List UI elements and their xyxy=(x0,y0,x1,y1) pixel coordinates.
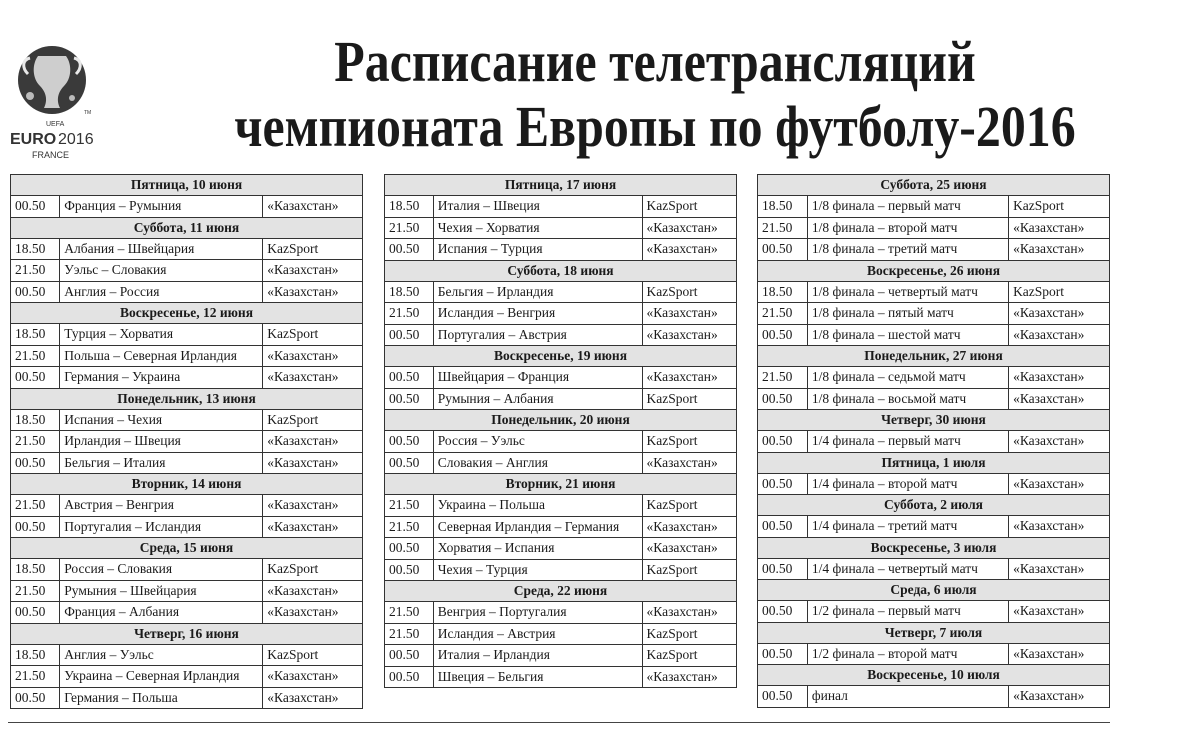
match-row xyxy=(385,431,737,453)
match-time: 18.50 xyxy=(385,281,434,303)
match-time: 00.50 xyxy=(758,601,808,623)
day-header: Понедельник, 20 июня xyxy=(385,410,737,431)
match-row xyxy=(758,558,1110,580)
match-row xyxy=(758,367,1110,389)
day-header: Среда, 15 июня xyxy=(11,538,363,559)
match-time: 00.50 xyxy=(385,388,434,410)
day-header: Вторник, 21 июня xyxy=(385,474,737,495)
match-time: 00.50 xyxy=(758,239,808,261)
match-time: 00.50 xyxy=(385,645,434,667)
match-channel: KazSport xyxy=(642,623,737,645)
svg-text:EURO: EURO xyxy=(10,131,57,148)
match-time: 21.50 xyxy=(385,217,434,239)
match-row xyxy=(11,452,363,474)
match-channel: «Казахстан» xyxy=(642,367,737,389)
match-row xyxy=(758,601,1110,623)
day-header: Суббота, 11 июня xyxy=(11,217,363,238)
match-channel: «Казахстан» xyxy=(263,281,363,303)
match-teams: Украина – Польша xyxy=(433,495,642,517)
match-row xyxy=(385,281,737,303)
day-header-row xyxy=(11,623,363,644)
match-teams: Германия – Украина xyxy=(60,367,263,389)
match-teams: Украина – Северная Ирландия xyxy=(60,666,263,688)
match-time: 00.50 xyxy=(11,281,60,303)
match-teams: 1/2 финала – первый матч xyxy=(807,601,1008,623)
day-header-row xyxy=(758,495,1110,516)
match-teams: Словакия – Англия xyxy=(433,452,642,474)
match-time: 00.50 xyxy=(758,558,808,580)
match-time: 00.50 xyxy=(385,452,434,474)
match-row xyxy=(758,324,1110,346)
match-channel: KazSport xyxy=(1009,196,1110,218)
match-teams: 1/4 финала – второй матч xyxy=(807,473,1008,495)
match-time: 21.50 xyxy=(11,580,60,602)
match-row xyxy=(385,217,737,239)
match-time: 18.50 xyxy=(758,196,808,218)
match-channel: «Казахстан» xyxy=(1009,516,1110,538)
match-teams: 1/8 финала – шестой матч xyxy=(807,324,1008,346)
match-teams: Исландия – Венгрия xyxy=(433,303,642,325)
match-teams: Германия – Польша xyxy=(60,687,263,709)
match-row xyxy=(385,516,737,538)
match-time: 21.50 xyxy=(11,666,60,688)
match-time: 00.50 xyxy=(385,431,434,453)
day-header-row xyxy=(385,474,737,495)
match-channel: KazSport xyxy=(642,645,737,667)
match-time: 00.50 xyxy=(385,559,434,581)
svg-text:TM: TM xyxy=(84,110,92,116)
match-channel: KazSport xyxy=(642,495,737,517)
match-channel: KazSport xyxy=(642,196,737,218)
match-channel: «Казахстан» xyxy=(642,538,737,560)
euro-2016-logo xyxy=(8,34,108,162)
match-row xyxy=(758,643,1110,665)
match-channel: «Казахстан» xyxy=(1009,217,1110,239)
day-header: Среда, 6 июля xyxy=(758,580,1110,601)
match-channel: «Казахстан» xyxy=(1009,686,1110,708)
match-channel: KazSport xyxy=(263,238,363,260)
match-row xyxy=(11,431,363,453)
match-channel: «Казахстан» xyxy=(642,217,737,239)
match-channel: KazSport xyxy=(263,559,363,581)
match-channel: «Казахстан» xyxy=(1009,239,1110,261)
match-time: 00.50 xyxy=(11,367,60,389)
match-time: 00.50 xyxy=(758,324,808,346)
match-row xyxy=(11,238,363,260)
match-channel: «Казахстан» xyxy=(263,666,363,688)
match-time: 00.50 xyxy=(385,367,434,389)
match-row xyxy=(758,473,1110,495)
match-row xyxy=(11,602,363,624)
day-header-row xyxy=(758,175,1110,196)
match-time: 00.50 xyxy=(385,538,434,560)
match-channel: «Казахстан» xyxy=(642,303,737,325)
match-channel: KazSport xyxy=(263,324,363,346)
match-row xyxy=(11,196,363,218)
match-row xyxy=(11,516,363,538)
match-channel: «Казахстан» xyxy=(263,196,363,218)
match-teams: Франция – Албания xyxy=(60,602,263,624)
match-time: 00.50 xyxy=(11,602,60,624)
schedule-column-3 xyxy=(757,174,1110,708)
match-teams: Англия – Россия xyxy=(60,281,263,303)
match-teams: Северная Ирландия – Германия xyxy=(433,516,642,538)
match-time: 18.50 xyxy=(11,409,60,431)
match-teams: Румыния – Албания xyxy=(433,388,642,410)
match-teams: 1/8 финала – третий матч xyxy=(807,239,1008,261)
match-time: 00.50 xyxy=(758,686,808,708)
match-time: 21.50 xyxy=(385,303,434,325)
match-row xyxy=(758,196,1110,218)
match-teams: 1/4 финала – первый матч xyxy=(807,431,1008,453)
match-teams: Польша – Северная Ирландия xyxy=(60,345,263,367)
day-header-row xyxy=(385,260,737,281)
match-channel: «Казахстан» xyxy=(1009,388,1110,410)
match-row xyxy=(758,217,1110,239)
match-time: 18.50 xyxy=(11,238,60,260)
match-time: 00.50 xyxy=(758,643,808,665)
match-channel: «Казахстан» xyxy=(642,516,737,538)
match-channel: «Казахстан» xyxy=(642,452,737,474)
match-row xyxy=(385,623,737,645)
match-row xyxy=(11,495,363,517)
day-header: Воскресенье, 10 июля xyxy=(758,665,1110,686)
match-time: 18.50 xyxy=(11,644,60,666)
day-header-row xyxy=(758,537,1110,558)
match-channel: «Казахстан» xyxy=(1009,558,1110,580)
match-time: 21.50 xyxy=(385,602,434,624)
match-teams: 1/8 финала – первый матч xyxy=(807,196,1008,218)
match-time: 21.50 xyxy=(758,303,808,325)
day-header-row xyxy=(758,452,1110,473)
match-time: 21.50 xyxy=(758,217,808,239)
day-header: Понедельник, 27 июня xyxy=(758,346,1110,367)
match-teams: Франция – Румыния xyxy=(60,196,263,218)
match-row xyxy=(385,367,737,389)
match-channel: «Казахстан» xyxy=(263,452,363,474)
match-row xyxy=(11,345,363,367)
match-teams: 1/8 финала – восьмой матч xyxy=(807,388,1008,410)
match-time: 21.50 xyxy=(385,495,434,517)
match-teams: 1/8 финала – пятый матч xyxy=(807,303,1008,325)
match-channel: «Казахстан» xyxy=(263,345,363,367)
match-row xyxy=(385,645,737,667)
match-teams: 1/8 финала – седьмой матч xyxy=(807,367,1008,389)
day-header: Воскресенье, 26 июня xyxy=(758,260,1110,281)
match-teams: Албания – Швейцария xyxy=(60,238,263,260)
match-row xyxy=(385,324,737,346)
schedule-column-2 xyxy=(384,174,737,688)
svg-text:2016: 2016 xyxy=(58,131,94,148)
match-teams: Венгрия – Португалия xyxy=(433,602,642,624)
match-row xyxy=(385,666,737,688)
match-time: 00.50 xyxy=(11,687,60,709)
schedule-column-1 xyxy=(10,174,363,709)
match-time: 18.50 xyxy=(758,281,808,303)
match-channel: «Казахстан» xyxy=(642,239,737,261)
match-time: 00.50 xyxy=(385,324,434,346)
match-row xyxy=(11,644,363,666)
match-channel: «Казахстан» xyxy=(1009,473,1110,495)
title-line-1: Расписание телетрансляций xyxy=(334,29,976,94)
match-row xyxy=(385,452,737,474)
match-teams: Испания – Чехия xyxy=(60,409,263,431)
day-header-row xyxy=(385,410,737,431)
match-teams: Россия – Уэльс xyxy=(433,431,642,453)
match-teams: Австрия – Венгрия xyxy=(60,495,263,517)
day-header: Пятница, 17 июня xyxy=(385,175,737,196)
match-time: 00.50 xyxy=(11,516,60,538)
match-row xyxy=(758,516,1110,538)
match-time: 00.50 xyxy=(11,452,60,474)
match-row xyxy=(11,409,363,431)
match-channel: «Казахстан» xyxy=(642,666,737,688)
match-teams: 1/4 финала – четвертый матч xyxy=(807,558,1008,580)
day-header: Понедельник, 13 июня xyxy=(11,388,363,409)
day-header: Суббота, 2 июля xyxy=(758,495,1110,516)
match-channel: «Казахстан» xyxy=(263,260,363,282)
match-row xyxy=(11,666,363,688)
match-channel: «Казахстан» xyxy=(263,516,363,538)
day-header: Четверг, 7 июля xyxy=(758,622,1110,643)
day-header-row xyxy=(758,580,1110,601)
match-teams: Швейцария – Франция xyxy=(433,367,642,389)
match-row xyxy=(11,559,363,581)
day-header: Среда, 22 июня xyxy=(385,581,737,602)
day-header-row xyxy=(758,410,1110,431)
match-channel: KazSport xyxy=(642,559,737,581)
day-header: Пятница, 1 июля xyxy=(758,452,1110,473)
match-time: 21.50 xyxy=(758,367,808,389)
match-time: 00.50 xyxy=(758,431,808,453)
match-time: 21.50 xyxy=(385,516,434,538)
match-channel: «Казахстан» xyxy=(642,324,737,346)
bottom-rule xyxy=(8,722,1110,723)
match-channel: KazSport xyxy=(263,644,363,666)
match-row xyxy=(11,260,363,282)
day-header-row xyxy=(11,175,363,196)
match-teams: 1/8 финала – четвертый матч xyxy=(807,281,1008,303)
match-row xyxy=(758,303,1110,325)
day-header: Воскресенье, 12 июня xyxy=(11,303,363,324)
match-teams: Португалия – Исландия xyxy=(60,516,263,538)
day-header: Суббота, 18 июня xyxy=(385,260,737,281)
match-teams: Англия – Уэльс xyxy=(60,644,263,666)
match-time: 21.50 xyxy=(11,431,60,453)
match-channel: «Казахстан» xyxy=(1009,431,1110,453)
match-time: 00.50 xyxy=(385,666,434,688)
match-row xyxy=(385,602,737,624)
day-header-row xyxy=(11,217,363,238)
match-row xyxy=(758,388,1110,410)
match-time: 21.50 xyxy=(385,623,434,645)
day-header-row xyxy=(11,303,363,324)
day-header-row xyxy=(11,474,363,495)
svg-text:FRANCE: FRANCE xyxy=(32,150,70,160)
match-channel: «Казахстан» xyxy=(642,602,737,624)
match-teams: Ирландия – Швеция xyxy=(60,431,263,453)
match-row xyxy=(385,538,737,560)
match-channel: «Казахстан» xyxy=(1009,367,1110,389)
match-row xyxy=(758,431,1110,453)
day-header-row xyxy=(385,175,737,196)
day-header: Суббота, 25 июня xyxy=(758,175,1110,196)
day-header: Воскресенье, 3 июля xyxy=(758,537,1110,558)
day-header-row xyxy=(11,538,363,559)
match-channel: «Казахстан» xyxy=(263,687,363,709)
match-teams: Бельгия – Ирландия xyxy=(433,281,642,303)
match-teams: Турция – Хорватия xyxy=(60,324,263,346)
match-teams: Россия – Словакия xyxy=(60,559,263,581)
match-row xyxy=(11,580,363,602)
match-teams: Испания – Турция xyxy=(433,239,642,261)
match-channel: «Казахстан» xyxy=(263,580,363,602)
match-teams: Хорватия – Испания xyxy=(433,538,642,560)
page-title xyxy=(110,30,1200,160)
match-teams: Уэльс – Словакия xyxy=(60,260,263,282)
title-line-2: чемпионата Европы по футболу-2016 xyxy=(234,94,1076,159)
match-row xyxy=(758,239,1110,261)
match-teams: Португалия – Австрия xyxy=(433,324,642,346)
match-channel: KazSport xyxy=(263,409,363,431)
day-header-row xyxy=(385,346,737,367)
match-row xyxy=(11,367,363,389)
schedule-table xyxy=(10,174,363,709)
day-header-row xyxy=(385,581,737,602)
schedule-table xyxy=(757,174,1110,708)
match-row xyxy=(385,388,737,410)
match-channel: «Казахстан» xyxy=(263,367,363,389)
match-row xyxy=(385,495,737,517)
day-header: Четверг, 16 июня xyxy=(11,623,363,644)
match-channel: «Казахстан» xyxy=(263,602,363,624)
day-header-row xyxy=(758,260,1110,281)
match-teams: 1/8 финала – второй матч xyxy=(807,217,1008,239)
match-row xyxy=(11,281,363,303)
match-time: 00.50 xyxy=(758,473,808,495)
match-time: 18.50 xyxy=(11,324,60,346)
match-row xyxy=(11,687,363,709)
match-teams: Италия – Ирландия xyxy=(433,645,642,667)
match-teams: Румыния – Швейцария xyxy=(60,580,263,602)
match-teams: Италия – Швеция xyxy=(433,196,642,218)
match-channel: KazSport xyxy=(642,281,737,303)
match-time: 00.50 xyxy=(758,516,808,538)
match-teams: финал xyxy=(807,686,1008,708)
match-row xyxy=(758,686,1110,708)
day-header-row xyxy=(11,388,363,409)
match-channel: KazSport xyxy=(1009,281,1110,303)
match-row xyxy=(11,324,363,346)
match-teams: Швеция – Бельгия xyxy=(433,666,642,688)
match-time: 00.50 xyxy=(11,196,60,218)
match-teams: 1/2 финала – второй матч xyxy=(807,643,1008,665)
day-header: Воскресенье, 19 июня xyxy=(385,346,737,367)
day-header-row xyxy=(758,665,1110,686)
match-teams: Бельгия – Италия xyxy=(60,452,263,474)
match-teams: Чехия – Турция xyxy=(433,559,642,581)
day-header: Пятница, 10 июня xyxy=(11,175,363,196)
match-channel: «Казахстан» xyxy=(1009,643,1110,665)
match-row xyxy=(385,559,737,581)
match-channel: KazSport xyxy=(642,388,737,410)
match-time: 21.50 xyxy=(11,260,60,282)
match-channel: «Казахстан» xyxy=(1009,324,1110,346)
match-time: 00.50 xyxy=(385,239,434,261)
day-header: Четверг, 30 июня xyxy=(758,410,1110,431)
match-channel: KazSport xyxy=(642,431,737,453)
schedule-table xyxy=(384,174,737,688)
match-row xyxy=(758,281,1110,303)
match-time: 00.50 xyxy=(758,388,808,410)
match-row xyxy=(385,196,737,218)
svg-text:UEFA: UEFA xyxy=(46,121,65,128)
match-teams: 1/4 финала – третий матч xyxy=(807,516,1008,538)
match-channel: «Казахстан» xyxy=(1009,601,1110,623)
day-header-row xyxy=(758,346,1110,367)
match-channel: «Казахстан» xyxy=(263,495,363,517)
day-header-row xyxy=(758,622,1110,643)
match-teams: Чехия – Хорватия xyxy=(433,217,642,239)
match-time: 18.50 xyxy=(11,559,60,581)
match-row xyxy=(385,303,737,325)
match-channel: «Казахстан» xyxy=(1009,303,1110,325)
match-time: 21.50 xyxy=(11,495,60,517)
match-teams: Исландия – Австрия xyxy=(433,623,642,645)
match-row xyxy=(385,239,737,261)
day-header: Вторник, 14 июня xyxy=(11,474,363,495)
match-channel: «Казахстан» xyxy=(263,431,363,453)
match-time: 21.50 xyxy=(11,345,60,367)
match-time: 18.50 xyxy=(385,196,434,218)
